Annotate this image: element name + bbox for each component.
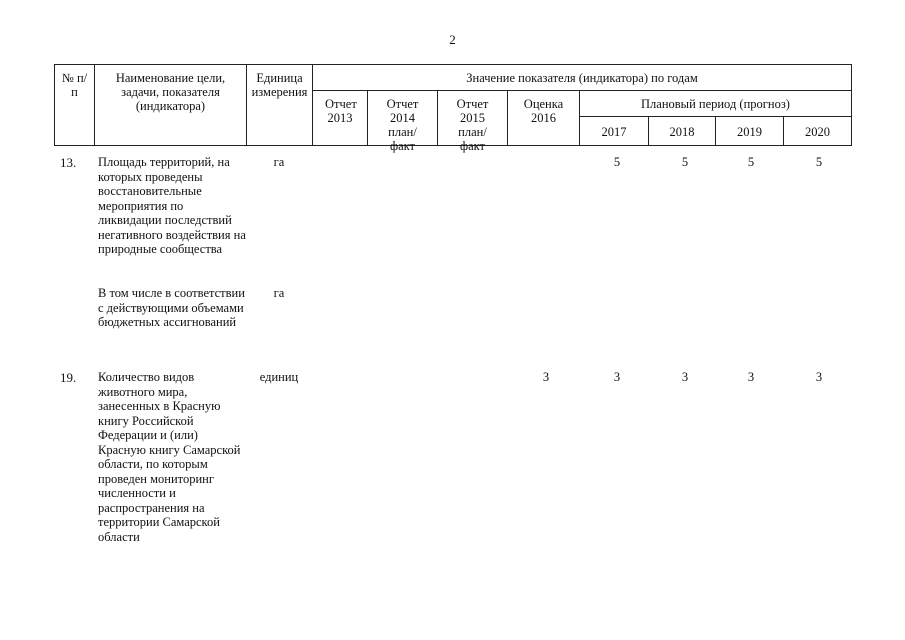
value-2019: 3 [747, 370, 755, 384]
row-name: Количество видов животного мира, занесенных в Красную книгу Российской Федерации и (или) Красную книгу Самарской области, по которым проведен мониторинг численности и распространения на территории Самарской области [98, 370, 241, 544]
value-2020: 5 [815, 155, 823, 169]
header-year-2017: 2017 [579, 116, 649, 146]
row-unit: га [273, 286, 285, 300]
row-name: Площадь территорий, на которых проведены восстановительные мероприятия по ликвидации последствий негативного воздействия на природные сообщества [98, 155, 246, 256]
value-2017: 3 [613, 370, 621, 384]
row-name: В том числе в соответствии с действующими объемами бюджетных ассигнований [98, 286, 245, 329]
value-2019: 5 [747, 155, 755, 169]
header-values-by-year: Значение показателя (индикатора) по годам [312, 64, 852, 91]
header-report-2014: Отчет 2014 план/факт [367, 90, 438, 146]
header-num: № п/п [54, 64, 95, 146]
row-unit: га [273, 155, 285, 169]
header-year-2018: 2018 [648, 116, 716, 146]
header-unit: Единица измерения [246, 64, 313, 146]
page-number: 2 [449, 32, 456, 47]
value-2018: 5 [681, 155, 689, 169]
row-unit: единиц [259, 370, 299, 384]
row-number: 13. [60, 155, 77, 170]
header-planned-period: Плановый период (прогноз) [579, 90, 852, 117]
value-2017: 5 [613, 155, 621, 169]
value-2016: 3 [542, 370, 550, 384]
header-name: Наименование цели, задачи, показателя (индикатора) [94, 64, 247, 146]
table-header [54, 64, 852, 153]
row-number: 19. [60, 370, 77, 385]
header-report-2015: Отчет 2015 план/факт [437, 90, 508, 146]
header-estimate-2016: Оценка 2016 [507, 90, 580, 146]
header-report-2013: Отчет 2013 [312, 90, 368, 146]
value-2018: 3 [681, 370, 689, 384]
header-year-2020: 2020 [783, 116, 852, 146]
header-year-2019: 2019 [715, 116, 784, 146]
value-2020: 3 [815, 370, 823, 384]
